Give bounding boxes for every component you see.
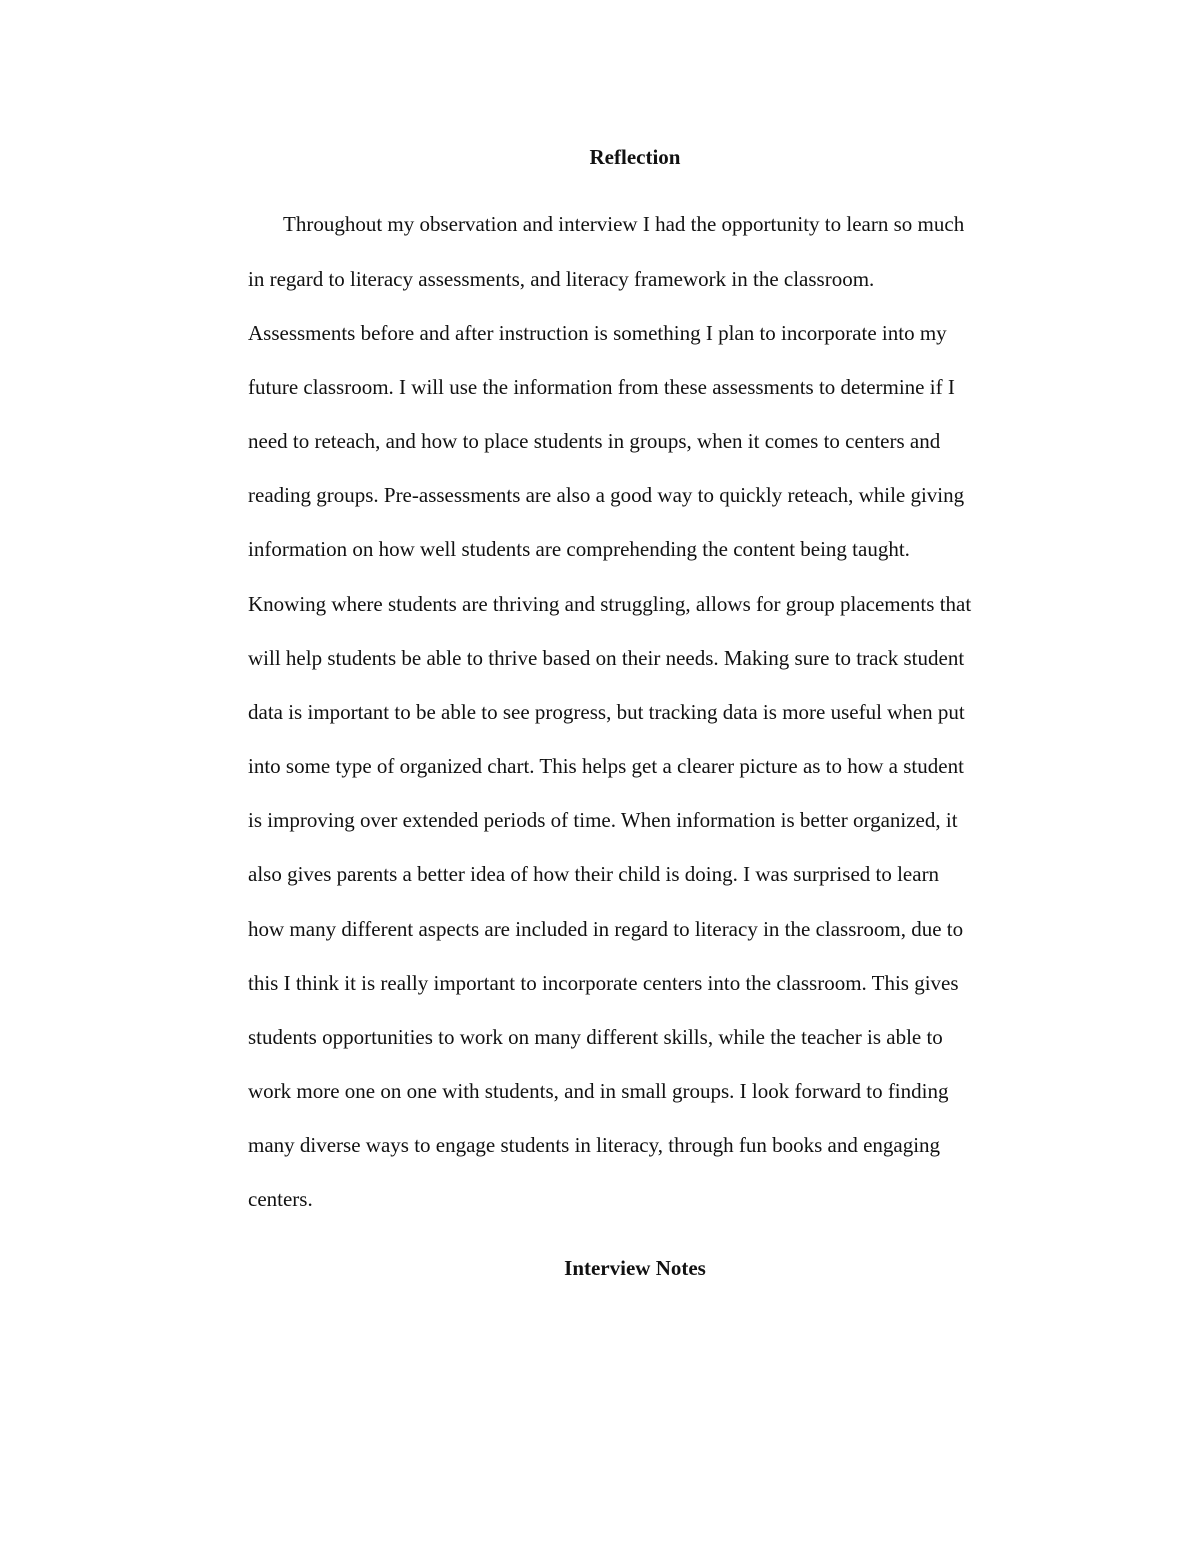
paragraph-line: also gives parents a better idea of how their child is doing. I was surprised to learn xyxy=(248,862,940,886)
paragraph-line: centers. xyxy=(248,1187,313,1211)
heading-interview-notes: Interview Notes xyxy=(564,1256,706,1280)
paragraph-line: into some type of organized chart. This helps get a clearer picture as to how a student xyxy=(248,754,964,778)
paragraph-line: many diverse ways to engage students in literacy, through fun books and engaging xyxy=(248,1133,941,1157)
paragraph-line: data is important to be able to see progress, but tracking data is more useful when put xyxy=(248,700,965,724)
paragraph-line: in regard to literacy assessments, and literacy framework in the classroom. xyxy=(248,267,875,291)
paragraph-line: need to reteach, and how to place students in groups, when it comes to centers and xyxy=(248,429,941,453)
heading-reflection: Reflection xyxy=(589,145,681,169)
paragraph-line: is improving over extended periods of time. When information is better organized, it xyxy=(248,808,958,832)
paragraph-line: this I think it is really important to incorporate centers into the classroom. This gives xyxy=(248,971,959,995)
paragraph-line: students opportunities to work on many different skills, while the teacher is able to xyxy=(248,1025,943,1049)
paragraph-line: reading groups. Pre-assessments are also a good way to quickly reteach, while giving xyxy=(248,483,965,507)
paragraph-line: information on how well students are comprehending the content being taught. xyxy=(248,537,910,561)
paragraph-line: Throughout my observation and interview I had the opportunity to learn so much xyxy=(283,212,965,236)
paragraph-line: how many different aspects are included in regard to literacy in the classroom, due to xyxy=(248,917,964,941)
paragraph-line: Assessments before and after instruction is something I plan to incorporate into my xyxy=(248,321,947,345)
paragraph-line: Knowing where students are thriving and struggling, allows for group placements that xyxy=(248,592,972,616)
paragraph-line: will help students be able to thrive based on their needs. Making sure to track student xyxy=(248,646,965,670)
paragraph-line: work more one on one with students, and in small groups. I look forward to finding xyxy=(248,1079,949,1103)
paragraph-line: future classroom. I will use the information from these assessments to determine if I xyxy=(248,375,955,399)
